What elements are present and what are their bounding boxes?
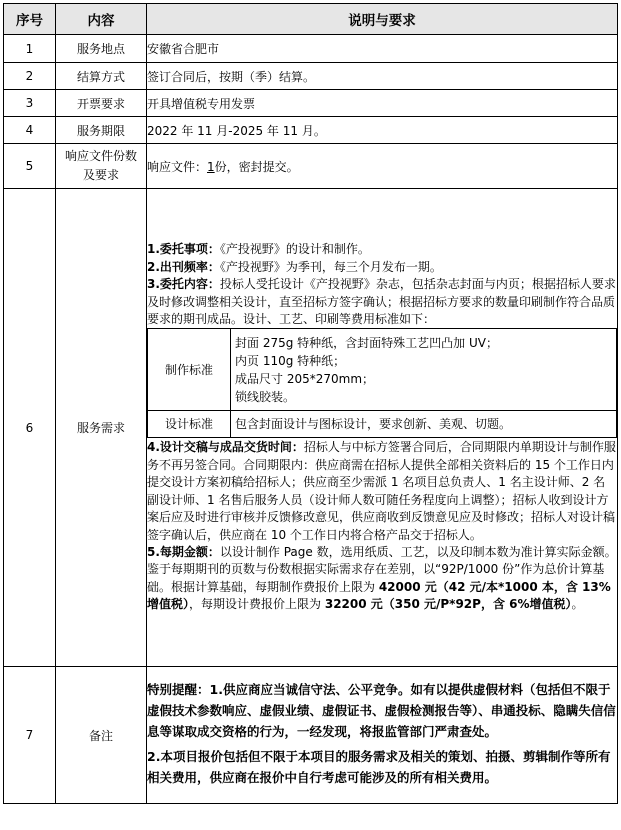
row-desc: 2022 年 11 月-2025 年 11 月。 [147,117,618,144]
make-line: 成品尺寸 205*270mm； [235,371,375,386]
remark-para-2: 2.本项目报价包括但不限于本项目的服务需求及相关的策划、拍摄、剪辑制作等所有相关费用，供应商在报价中自行考虑可能涉及的所有相关费用。 [147,748,611,785]
header-row [4,4,618,35]
table-row [4,117,618,144]
service-para-2 [147,259,617,276]
requirements-table [3,3,618,804]
row-item: 结算方式 [56,63,147,90]
row-number: 7 [4,667,56,804]
service-para-1 [147,241,617,258]
design-standard-label: 设计标准 [148,411,231,438]
service-row [4,189,618,667]
header-item: 内容 [56,4,147,35]
design-standard-content: 包含封面设计与图标设计，要求创新、美观、切题。 [231,411,617,438]
row-number: 5 [4,144,56,189]
para-text: 招标人与中标方签署合同后，合同期限内单期设计与制作服务不再另签合同。合同期限内：供应商需在招标人提供全部相关资料后的 15 个工作日内提交设计方案初稿给招标人；供应商至少需派 1 名项目总负责人、1 名主设计师、2 名副设计师、1 名售后服务人员（设计师人数可随任务程度向上调整）；招标人收到设计方案后应及时进行审核并反馈修改意见，供应商收到反馈意见应及时修改；招标人对设计稿签字确认后，供应商在 10 个工作日内将合格产品交于招标人。 [147,440,616,542]
table-row [4,144,618,189]
para-title: 5.每期金额： [147,544,220,559]
table-row [4,63,618,90]
service-para-3 [147,276,617,328]
row-item: 开票要求 [56,90,147,117]
para-title: 3.委托内容： [147,277,220,292]
production-fee-cap: 42000 元（42 元/本*1000 本，含 13%增值税） [147,579,611,612]
para-title: 2.出刊频率： [147,259,220,274]
make-line: 封面 275g 特种纸，含封面特殊工艺凹凸加 UV； [235,335,498,350]
make-standard-label: 制作标准 [148,329,231,411]
row-desc: 签订合同后，按期（季）结算。 [147,63,618,90]
row-number: 6 [4,189,56,667]
row-item: 响应文件份数及要求 [56,144,147,189]
para-text: 以设计制作 Page 数，选用纸质、工艺，以及印制本数为准计算实际金额。鉴于每期期刊的页数与份数根据实际需求存在差别，以“92P/1000 份”作为总价计算基础。根据计算基础，每期制作费报价上限为 [147,544,617,594]
row-item: 服务期限 [56,117,147,144]
header-no: 序号 [4,4,56,35]
para-text: 《产投视野》的设计和制作。 [219,242,370,257]
service-desc [147,189,618,667]
row-item: 备注 [56,667,147,804]
row-desc: 开具增值税专用发票 [147,90,618,117]
design-standard-row [148,411,617,438]
standards-table [147,328,617,438]
row-desc: 安徽省合肥市 [147,35,618,63]
para-text: ，每期设计费报价上限为 [189,597,325,612]
para-title: 4.设计交稿与成品交货时间： [147,440,304,455]
row-item: 服务需求 [56,189,147,667]
para-text: 。 [571,597,584,612]
header-desc: 说明与要求 [147,4,618,35]
row-desc [147,144,618,189]
remark-row [4,667,618,804]
make-line: 内页 110g 特种纸； [235,353,346,368]
service-para-5 [147,544,617,614]
make-standard-row [148,329,617,411]
desc-suffix: 份，密封提交。 [214,159,299,174]
desc-prefix: 响应文件： [147,159,208,174]
design-fee-cap: 32200 元（350 元/P*92P，含 6%增值税） [324,597,572,612]
row-item: 服务地点 [56,35,147,63]
row-number: 4 [4,117,56,144]
service-para-4 [147,439,617,543]
remark-desc [147,667,618,804]
copies-count: 1 [207,159,215,174]
make-standard-content [231,329,617,411]
para-text: 投标人受托设计《产投视野》杂志，包括杂志封面与内页；根据招标人要求及时修改调整相关设计，直至招标方签字确认；根据招标方要求的数量印刷制作符合品质要求的期刊成品。设计、工艺、印刷等费用标准如下： [147,277,616,327]
para-title: 1.委托事项： [147,242,220,257]
para-text: 《产投视野》为季刊，每三个月发布一期。 [219,259,442,274]
remark-para-1: 特别提醒：1.供应商应当诚信守法、公平竞争。如有以提供虚假材料（包括但不限于虚假技术参数响应、虚假业绩、虚假证书、虚假检测报告等）、串通投标、隐瞒失信信息等谋取成交资格的行为，一经发现，将报监管部门严肃查处。 [147,681,616,739]
make-line: 锁线胶装。 [235,389,296,404]
table-row [4,35,618,63]
table-row [4,90,618,117]
row-number: 1 [4,35,56,63]
row-number: 3 [4,90,56,117]
row-number: 2 [4,63,56,90]
